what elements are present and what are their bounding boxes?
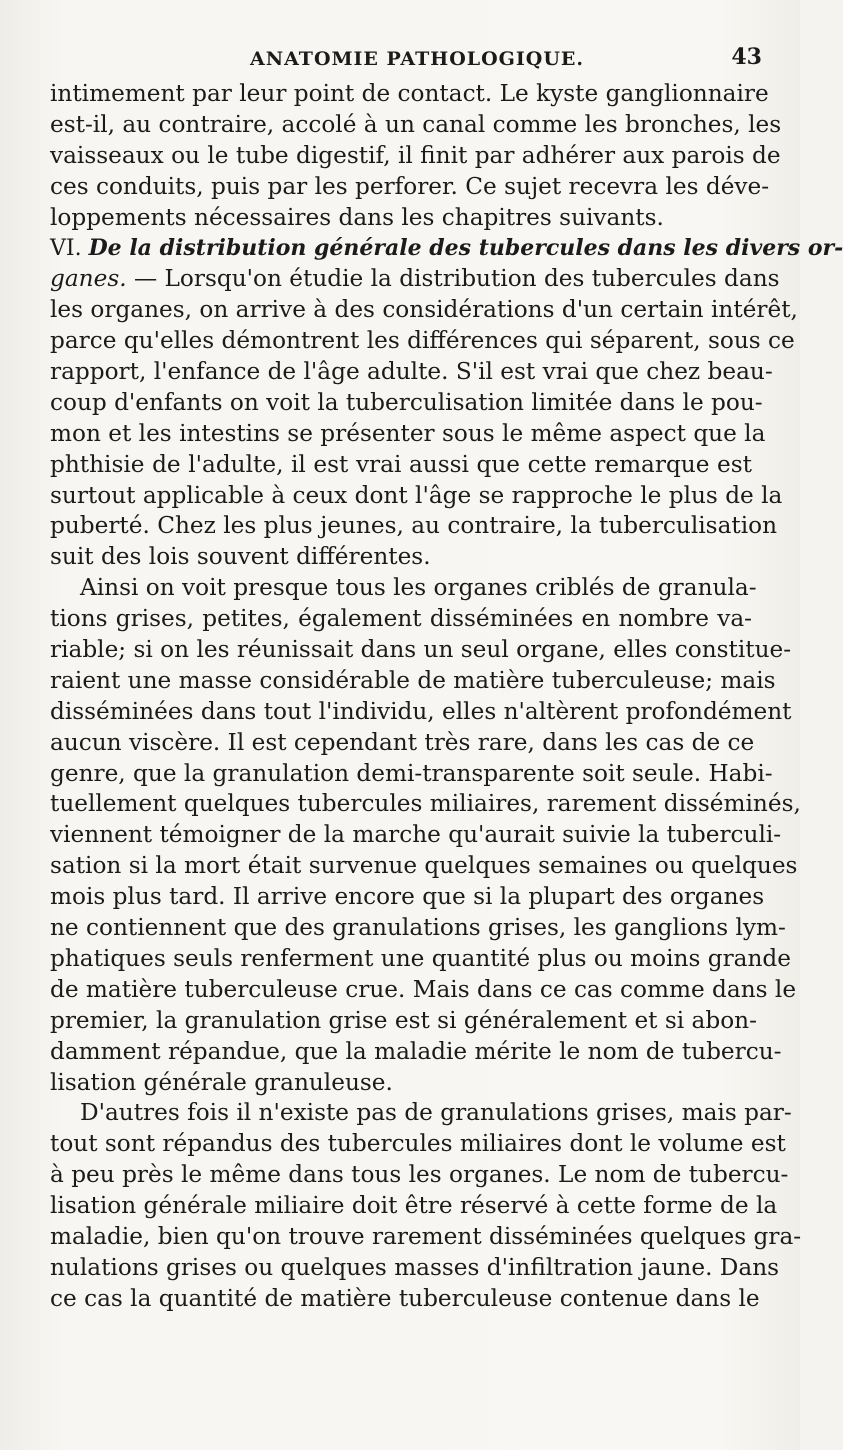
text-line: genre, que la granulation demi-transparente soit seule. Habi- [50, 759, 773, 787]
text-line: riable; si on les réunissait dans un seul organe, elles constitue- [50, 636, 792, 664]
text-line: les organes, on arrive à des considérations d'un certain intérêt, [50, 296, 798, 324]
text-line: aucun viscère. Il est cependant très rare, dans les cas de ce [50, 728, 755, 756]
text-line: loppements nécessaires dans les chapitres suivants. [50, 203, 664, 231]
text-line: Ainsi on voit presque tous les organes criblés de granula- [80, 574, 757, 602]
text-line: mon et les intestins se présenter sous le même aspect que la [50, 419, 766, 447]
text-line: mois plus tard. Il arrive encore que si la plupart des organes [50, 883, 765, 911]
text-line: ce cas la quantité de matière tuberculeuse contenue dans le [50, 1284, 760, 1312]
text-line: à peu près le même dans tous les organes. Le nom de tubercu- [50, 1161, 789, 1189]
text-line: de matière tuberculeuse crue. Mais dans ce cas comme dans le [50, 975, 797, 1003]
text-line: est-il, au contraire, accolé à un canal comme les bronches, les [50, 110, 782, 138]
body-text [50, 79, 843, 1315]
section-number: VI. [50, 236, 82, 262]
text-line: sation si la mort était survenue quelques semaines ou quelques [50, 852, 798, 880]
text-line: D'autres fois il n'existe pas de granulations grises, mais par- [80, 1099, 792, 1127]
section-heading-line [50, 233, 843, 264]
text-line: premier, la granulation grise est si généralement et si abon- [50, 1006, 757, 1034]
text-line-rest: — Lorsqu'on étudie la distribution des tubercules dans [126, 265, 780, 293]
text-line: phthisie de l'adulte, il est vrai aussi que cette remarque est [50, 450, 752, 478]
text-line: raient une masse considérable de matière tuberculeuse; mais [50, 666, 776, 694]
text-line: lisation générale miliaire doit être réservé à cette forme de la [50, 1192, 778, 1220]
section-heading-line [50, 264, 780, 295]
text-line: ne contiennent que des granulations grises, les ganglions lym- [50, 914, 786, 942]
text-line: puberté. Chez les plus jeunes, au contraire, la tuberculisation [50, 512, 778, 540]
text-line: rapport, l'enfance de l'âge adulte. S'il est vrai que chez beau- [50, 358, 773, 386]
text-line: ces conduits, puis par les perforer. Ce sujet recevra les déve- [50, 172, 770, 200]
text-line: lisation générale granuleuse. [50, 1068, 393, 1096]
running-head: ANATOMIE PATHOLOGIQUE. [250, 48, 585, 70]
text-line: phatiques seuls renferment une quantité plus ou moins grande [50, 944, 791, 972]
section-title: De la distribution générale des tubercules dans les divers or- [88, 235, 843, 262]
text-line: tuellement quelques tubercules miliaires, rarement disséminés, [50, 790, 801, 818]
text-line: maladie, bien qu'on trouve rarement disséminées quelques gra- [50, 1222, 802, 1250]
text-line: nulations grises ou quelques masses d'infiltration jaune. Dans [50, 1253, 780, 1281]
text-line: damment répandue, que la maladie mérite le nom de tubercu- [50, 1037, 782, 1065]
page-number: 43 [731, 44, 762, 70]
text-line: parce qu'elles démontrent les différences qui séparent, sous ce [50, 327, 795, 355]
text-line: suit des lois souvent différentes. [50, 543, 431, 571]
text-line: viennent témoigner de la marche qu'aurait suivie la tuberculi- [50, 821, 782, 849]
section-title-end: ganes. [50, 265, 127, 293]
text-line: vaisseaux ou le tube digestif, il finit par adhérer aux parois de [50, 141, 781, 169]
text-line: coup d'enfants on voit la tuberculisation limitée dans le pou- [50, 388, 763, 416]
text-line: surtout applicable à ceux dont l'âge se rapproche le plus de la [50, 481, 783, 509]
text-line: intimement par leur point de contact. Le kyste ganglionnaire [50, 80, 769, 107]
text-line: tions grises, petites, également disséminées en nombre va- [50, 605, 752, 633]
page-header [50, 44, 762, 76]
text-line: disséminées dans tout l'individu, elles n'altèrent profondément [50, 697, 792, 725]
text-line: tout sont répandus des tubercules miliaires dont le volume est [50, 1130, 786, 1158]
